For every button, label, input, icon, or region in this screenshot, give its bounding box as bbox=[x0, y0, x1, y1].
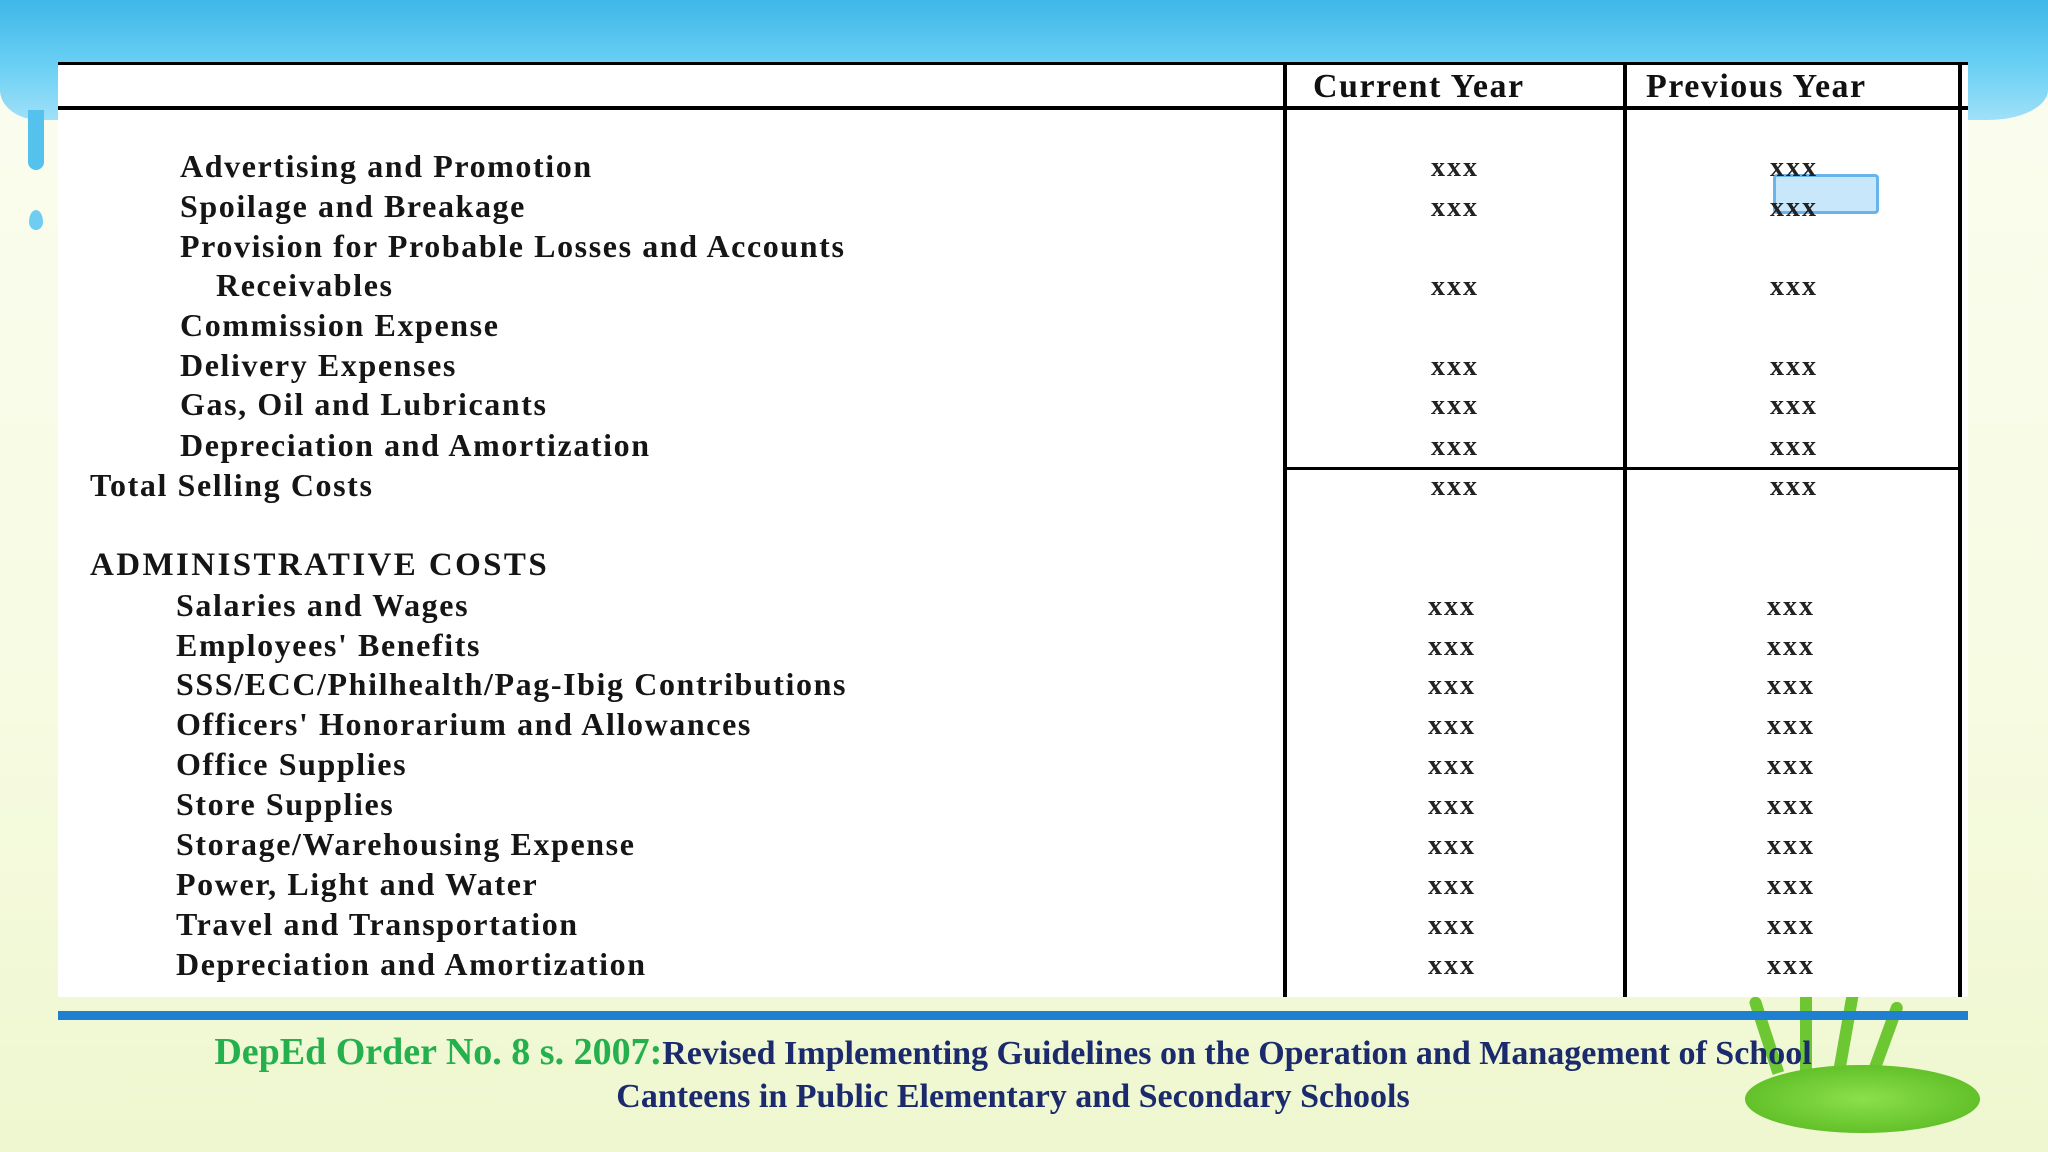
current-year-header: Current Year bbox=[1313, 68, 1525, 105]
table-row: Advertising and Promotion xxx xxx bbox=[180, 148, 1818, 184]
table-row: Delivery Expenses xxx xxx bbox=[180, 347, 1818, 383]
water-drop bbox=[29, 210, 43, 230]
deped-order-number: DepEd Order No. 8 s. 2007: bbox=[214, 1031, 663, 1073]
previous-year-header: Previous Year bbox=[1646, 68, 1867, 105]
water-drip bbox=[28, 110, 44, 170]
table-row: Spoilage and Breakage xxx xxx bbox=[180, 188, 1818, 224]
table-row: Provision for Probable Losses and Accounts bbox=[180, 228, 846, 264]
table-row: Commission Expense bbox=[180, 307, 500, 343]
table-row: Depreciation and Amortization xxx xxx bbox=[176, 946, 1815, 982]
table-row: Depreciation and Amortization xxx xxx bbox=[180, 427, 1818, 463]
table-row: Receivables xxx xxx bbox=[216, 267, 1818, 303]
table-row: Gas, Oil and Lubricants xxx xxx bbox=[180, 386, 1818, 422]
total-selling-costs-row: Total Selling Costs xxx xxx bbox=[90, 467, 1818, 503]
table-row: Travel and Transportation xxx xxx bbox=[176, 906, 1815, 942]
footer-rule bbox=[58, 1011, 1968, 1020]
table-row: Office Supplies xxx xxx bbox=[176, 746, 1815, 782]
section-heading: ADMINISTRATIVE COSTS bbox=[90, 547, 550, 583]
table-row: Storage/Warehousing Expense xxx xxx bbox=[176, 826, 1815, 862]
caption-title-part2: Canteens in Public Elementary and Secondary Schools bbox=[616, 1078, 1410, 1115]
caption-title-part1: Revised Implementing Guidelines on the Operation and Management of School bbox=[662, 1035, 1812, 1072]
header-rule bbox=[58, 106, 1968, 110]
table-row: Store Supplies xxx xxx bbox=[176, 786, 1815, 822]
cost-schedule-scan bbox=[58, 62, 1968, 997]
table-row: Officers' Honorarium and Allowances xxx xxx bbox=[176, 706, 1815, 742]
top-rule bbox=[58, 62, 1968, 65]
footer-caption-line2 bbox=[58, 1078, 1968, 1116]
footer-caption-line1 bbox=[58, 1030, 1968, 1074]
table-row: Power, Light and Water xxx xxx bbox=[176, 866, 1815, 902]
table-row: Salaries and Wages xxx xxx bbox=[176, 587, 1815, 623]
table-row: SSS/ECC/Philhealth/Pag-Ibig Contributions xxx xxx bbox=[176, 666, 1815, 702]
table-row: Employees' Benefits xxx xxx bbox=[176, 627, 1815, 663]
